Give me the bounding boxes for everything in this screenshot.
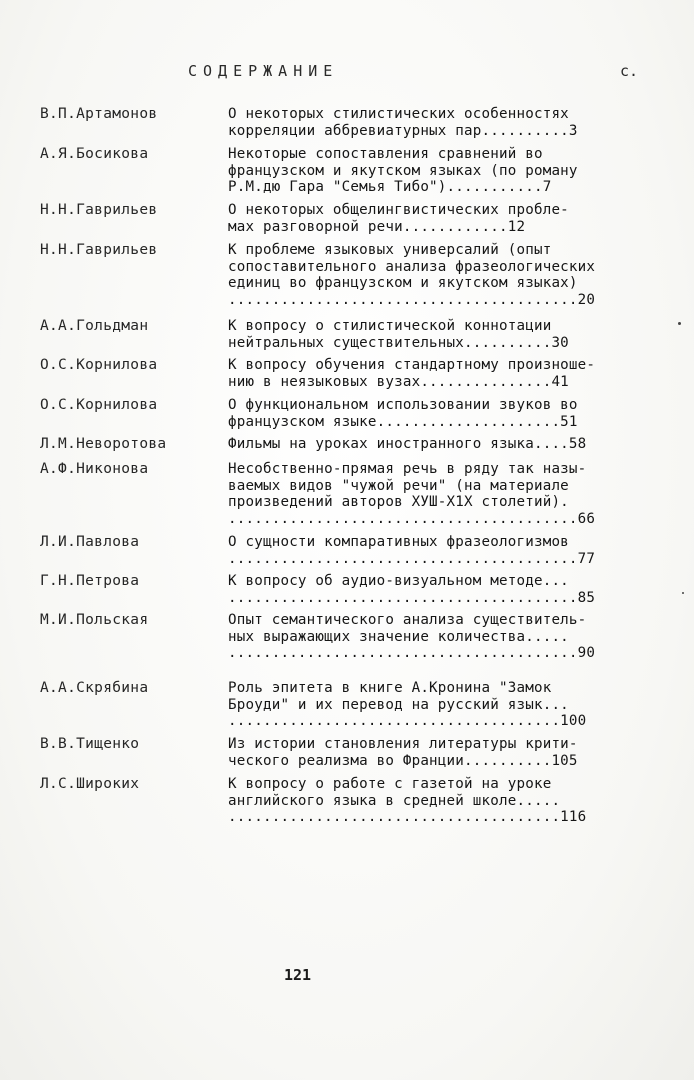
entry-author: Г.Н.Петрова <box>40 573 140 589</box>
entry-author: В.П.Артамонов <box>40 106 158 122</box>
paper-speck <box>678 322 681 325</box>
entry-title-line: единиц во французском и якутском языках) <box>228 275 578 291</box>
entry-title-line: французском языке.....................51 <box>228 413 578 430</box>
entry-author: Л.С.Широких <box>40 776 140 792</box>
entry-title-line: К вопросу о стилистической коннотации <box>228 318 552 334</box>
entry-title-line: французском и якутском языках (по роману <box>228 162 578 179</box>
dot-leader-line: ........................................90 <box>228 645 596 661</box>
entry-title-line: ваемых видов "чужой речи" (на материале <box>228 477 569 494</box>
entry-author: А.А.Гольдман <box>40 318 149 334</box>
entry-title-line: Несобственно-прямая речь в ряду так назы- <box>228 461 587 477</box>
entry-title-line: К вопросу о работе с газетой на уроке <box>228 776 552 792</box>
entry-title <box>228 318 658 351</box>
contents-heading: СОДЕРЖАНИЕ <box>188 62 339 80</box>
entry-title-line: О некоторых стилистических особенностях <box>228 106 569 122</box>
entry-title-line: Из истории становления литературы крити- <box>228 736 578 752</box>
dot-leader-line: ........................................85 <box>228 589 596 606</box>
entry-title-line: О сущности компаративных фразеологизмов <box>228 534 569 550</box>
entry-author: Л.М.Неворотова <box>40 436 167 452</box>
entry-title <box>228 106 658 139</box>
dot-leader-line: ........................................77 <box>228 550 596 567</box>
entry-title-line: Некоторые сопоставления сравнений во <box>228 146 543 162</box>
entry-title-line: нейтральных существительных..........30 <box>228 334 569 351</box>
entry-author: Л.И.Павлова <box>40 534 140 550</box>
entry-title-line: ческого реализма во Франции..........105 <box>228 752 578 769</box>
entry-title <box>228 436 658 453</box>
entry-title <box>228 534 658 567</box>
entry-title-line: Опыт семантического анализа существитель- <box>228 612 587 628</box>
page-number: 121 <box>284 966 312 984</box>
dot-leader-line: ........................................66 <box>228 510 596 527</box>
paper-speck <box>682 592 684 594</box>
dot-leader-line: ........................................20 <box>228 291 596 308</box>
entry-title-line: ных выражающих значение количества..... <box>228 628 569 645</box>
entry-title <box>228 612 658 662</box>
entry-title <box>228 146 658 196</box>
entry-author: Н.Н.Гаврильев <box>40 242 158 258</box>
entry-title <box>228 573 658 606</box>
entry-author: Н.Н.Гаврильев <box>40 202 158 218</box>
dot-leader-line: ......................................100 <box>228 713 587 729</box>
entry-title <box>228 202 658 235</box>
entry-title-line: К вопросу обучения стандартному произноше- <box>228 357 596 373</box>
entry-title <box>228 680 658 730</box>
entry-title-line: английского языка в средней школе..... <box>228 792 561 809</box>
dot-leader-line: ......................................116 <box>228 809 587 825</box>
entry-title-line: К вопросу об аудио-визуальном методе... <box>228 573 569 589</box>
entry-title-line: О функциональном использовании звуков во <box>228 397 578 413</box>
entry-title <box>228 242 658 308</box>
entry-title <box>228 357 658 390</box>
entry-title-line: Фильмы на уроках иностранного языка....58 <box>228 436 587 452</box>
entry-author: А.А.Скрябина <box>40 680 149 696</box>
entry-author: А.Ф.Никонова <box>40 461 149 477</box>
entry-title-line: О некоторых общелингвистических пробле- <box>228 202 569 218</box>
entry-title-line: мах разговорной речи............12 <box>228 218 526 235</box>
entry-author: О.С.Корнилова <box>40 357 158 373</box>
entry-title <box>228 736 658 769</box>
entry-title <box>228 397 658 430</box>
entry-author: М.И.Польская <box>40 612 149 628</box>
entry-title <box>228 461 658 527</box>
entry-title-line: произведений авторов ХУШ-Х1Х столетий). <box>228 494 569 510</box>
entry-title-line: Роль эпитета в книге А.Кронина "Замок <box>228 680 552 696</box>
entry-author: В.В.Тищенко <box>40 736 140 752</box>
entry-title-line: корреляции аббревиатурных пар..........3 <box>228 122 578 139</box>
entry-title <box>228 776 658 826</box>
entry-title-line: Броуди" и их перевод на русский язык... <box>228 696 569 713</box>
entry-author: О.С.Корнилова <box>40 397 158 413</box>
entry-title-line: К проблеме языковых универсалий (опыт <box>228 242 552 258</box>
page-column-label: с. <box>620 62 639 80</box>
entry-title-line: Р.М.дю Гара "Семья Тибо")...........7 <box>228 179 552 195</box>
entry-title-line: сопоставительного анализа фразеологических <box>228 258 596 275</box>
entry-author: А.Я.Босикова <box>40 146 149 162</box>
entry-title-line: нию в неязыковых вузах...............41 <box>228 373 569 390</box>
